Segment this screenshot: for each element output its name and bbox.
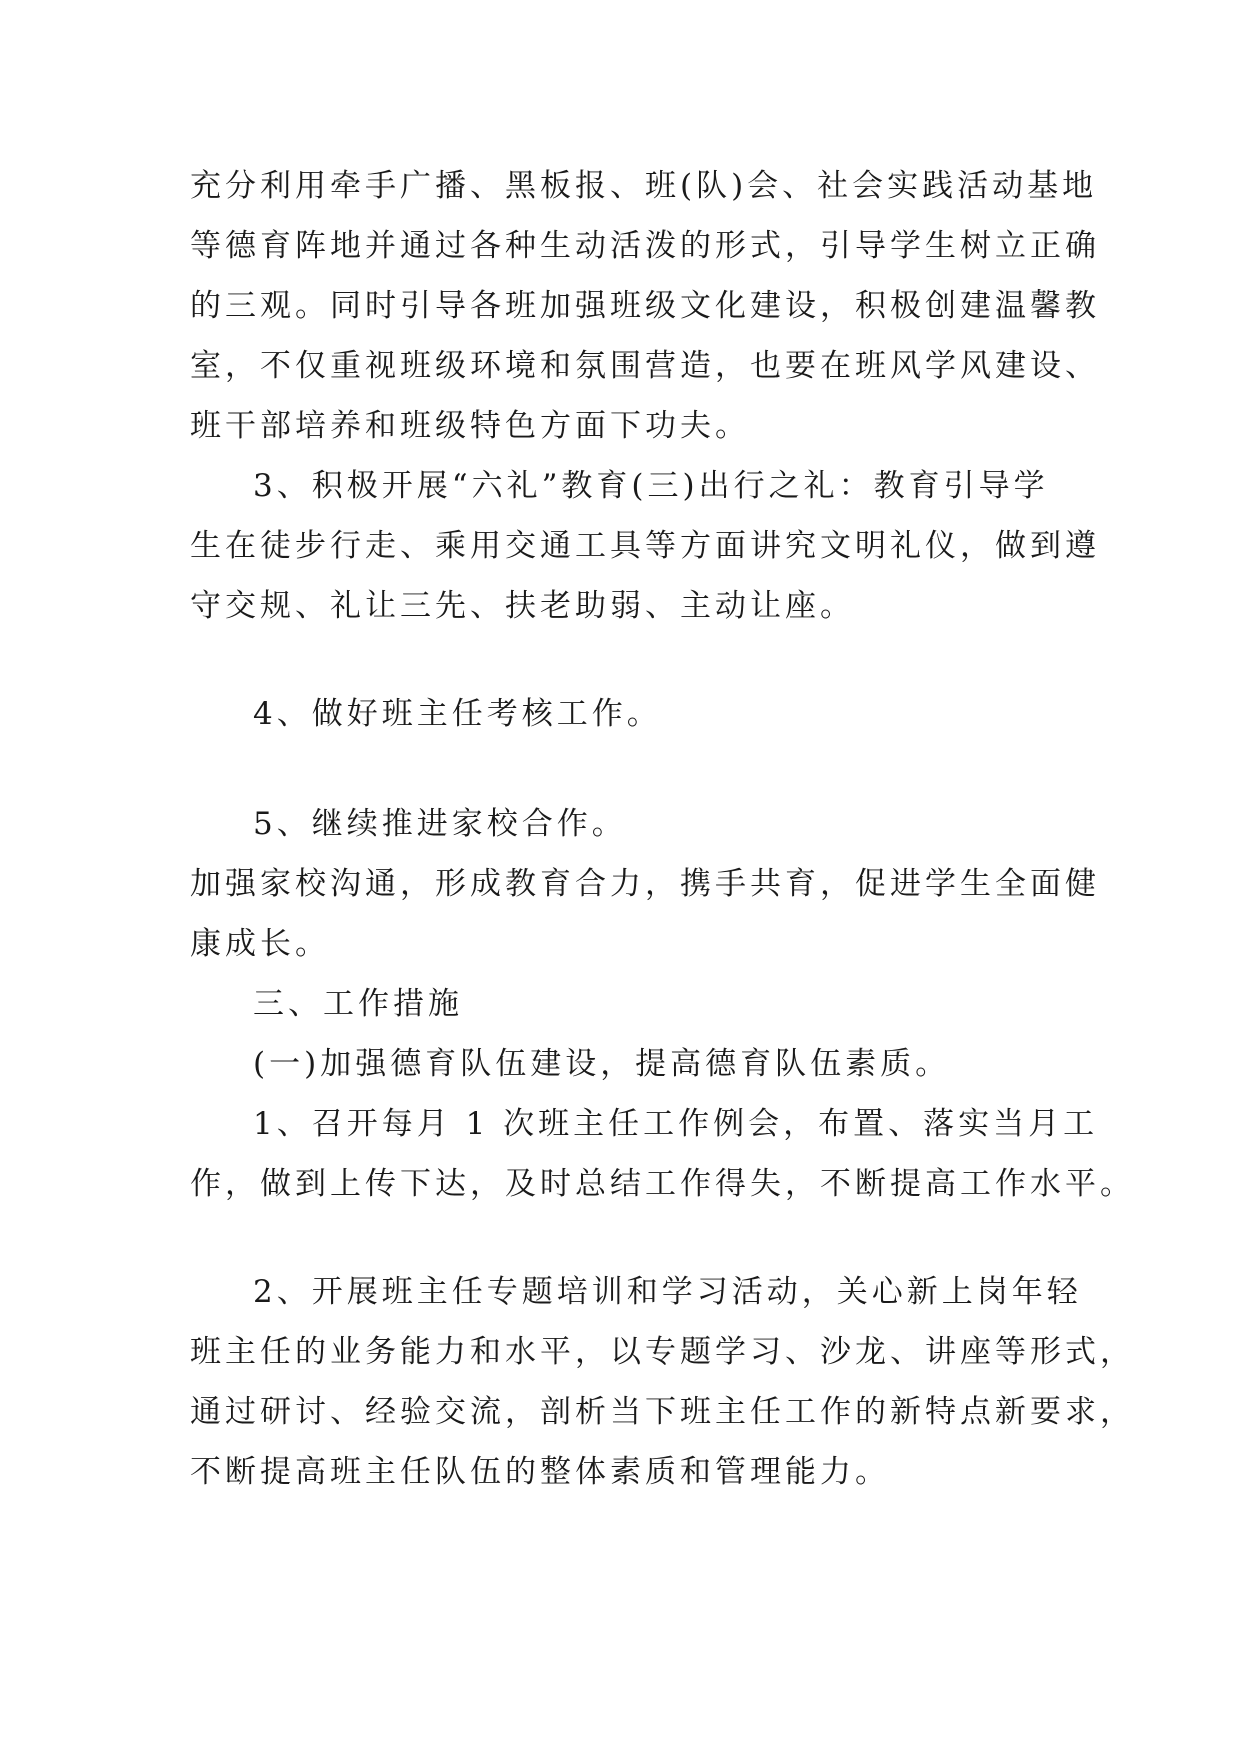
text-line: 班主任的业务能力和水平，以专题学习、沙龙、讲座等形式，	[190, 1334, 1135, 1370]
text-line: 充分利用牵手广播、黑板报、班(队)会、社会实践活动基地	[190, 168, 1098, 204]
text-line: 室，不仅重视班级环境和氛围营造，也要在班风学风建设、	[190, 348, 1100, 384]
text-line: 康成长。	[190, 926, 330, 962]
text-line: 生在徒步行走、乘用交通工具等方面讲究文明礼仪，做到遵	[190, 528, 1100, 564]
text-line: 4、做好班主任考核工作。	[253, 696, 662, 732]
text-line: 3、积极开展“六礼”教育(三)出行之礼：教育引导学	[253, 468, 1049, 504]
text-line: (一)加强德育队伍建设，提高德育队伍素质。	[253, 1046, 951, 1082]
text-line: 作，做到上传下达，及时总结工作得失，不断提高工作水平。	[190, 1166, 1135, 1202]
text-line: 三、工作措施	[253, 986, 463, 1022]
text-line: 班干部培养和班级特色方面下功夫。	[190, 408, 750, 444]
text-line: 守交规、礼让三先、扶老助弱、主动让座。	[190, 588, 855, 624]
text-line: 1、召开每月 1 次班主任工作例会，布置、落实当月工	[253, 1106, 1099, 1142]
text-line: 的三观。同时引导各班加强班级文化建设，积极创建温馨教	[190, 288, 1100, 324]
text-line: 不断提高班主任队伍的整体素质和管理能力。	[190, 1454, 890, 1490]
text-line: 等德育阵地并通过各种生动活泼的形式，引导学生树立正确	[190, 228, 1100, 264]
text-line: 通过研讨、经验交流，剖析当下班主任工作的新特点新要求，	[190, 1394, 1135, 1430]
text-line: 加强家校沟通，形成教育合力，携手共育，促进学生全面健	[190, 866, 1100, 902]
text-line: 2、开展班主任专题培训和学习活动，关心新上岗年轻	[253, 1274, 1082, 1310]
text-line: 5、继续推进家校合作。	[253, 806, 627, 842]
